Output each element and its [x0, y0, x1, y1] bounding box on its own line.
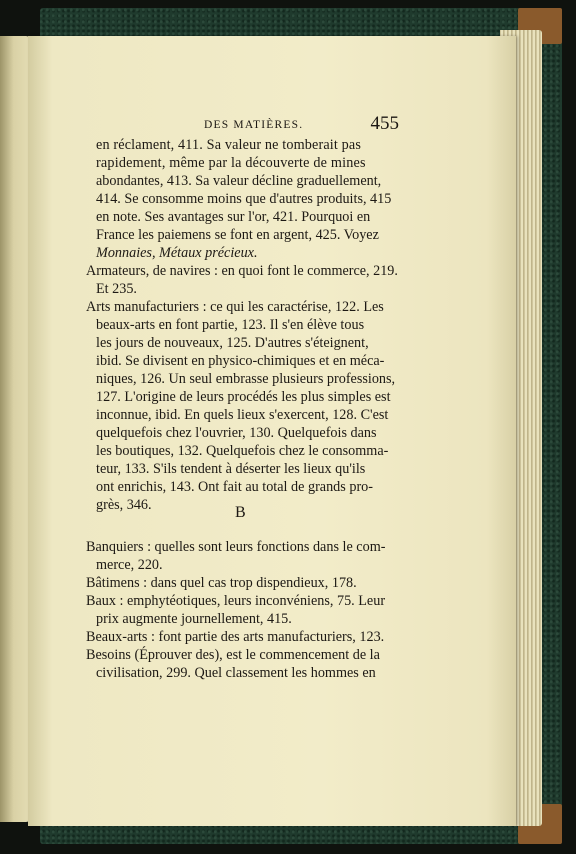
text-line: rapidement, même par la découverte de mines — [96, 155, 366, 171]
index-entry-batimens: Bâtimens : dans quel cas trop dispendieux, 178. — [86, 575, 357, 591]
text-line: les jours de nouveaux, 125. D'autres s'éteignent, — [96, 335, 369, 351]
index-entry-armateurs: Armateurs, de navires : en quoi font le commerce, 219. — [86, 263, 398, 279]
text-line: abondantes, 413. Sa valeur décline graduellement, — [96, 173, 382, 189]
index-entry-arts-manufacturiers: Arts manufacturiers : ce qui les caractérise, 122. Les — [86, 299, 384, 315]
header-title: DES MATIÈRES. — [204, 119, 304, 131]
text-line: prix augmente journellement, 415. — [96, 611, 292, 627]
text-line: 127. L'origine de leurs procédés les plus simples est — [96, 389, 391, 405]
section-letter-heading: B — [235, 504, 246, 521]
text-line: inconnue, ibid. En quels lieux s'exercent, 128. C'est — [96, 407, 389, 423]
index-entry-besoins: Besoins (Éprouver des), est le commencement de la — [86, 647, 380, 663]
text-line: ibid. Se divisent en physico-chimiques et en méca- — [96, 353, 385, 369]
text-line: 414. Se consomme moins que d'autres produits, 415 — [96, 191, 392, 207]
text-line: merce, 220. — [96, 557, 163, 573]
text-line: Et 235. — [96, 281, 137, 297]
text-line: grès, 346. — [96, 497, 152, 513]
text-line: en note. Ses avantages sur l'or, 421. Pourquoi en — [96, 209, 371, 225]
index-entry-beaux-arts: Beaux-arts : font partie des arts manufacturiers, 123. — [86, 629, 385, 645]
text-line: civilisation, 299. Quel classement les hommes en — [96, 665, 376, 681]
index-entry-banquiers: Banquiers : quelles sont leurs fonctions dans le com- — [86, 539, 386, 555]
text-line: les boutiques, 132. Quelquefois chez le consomma- — [96, 443, 389, 459]
text-line: ont enrichis, 143. Ont fait au total de grands pro- — [96, 479, 373, 495]
page-number: 455 — [370, 113, 399, 134]
index-entry-baux: Baux : emphytéotiques, leurs inconvéniens, 75. Leur — [86, 593, 386, 609]
text-line: beaux-arts en font partie, 123. Il s'en élève tous — [96, 317, 365, 333]
text-line: France les paiemens se font en argent, 425. Voyez — [96, 227, 379, 243]
facing-page-edge — [0, 36, 30, 822]
text-line: Monnaies, Métaux précieux. — [96, 245, 258, 261]
text-line: niques, 126. Un seul embrasse plusieurs professions, — [96, 371, 396, 387]
text-line: quelquefois chez l'ouvrier, 130. Quelquefois dans — [96, 425, 377, 441]
text-line: teur, 133. S'ils tendent à déserter les lieux qu'ils — [96, 461, 366, 477]
text-line: en réclament, 411. Sa valeur ne tomberait pas — [96, 137, 362, 153]
